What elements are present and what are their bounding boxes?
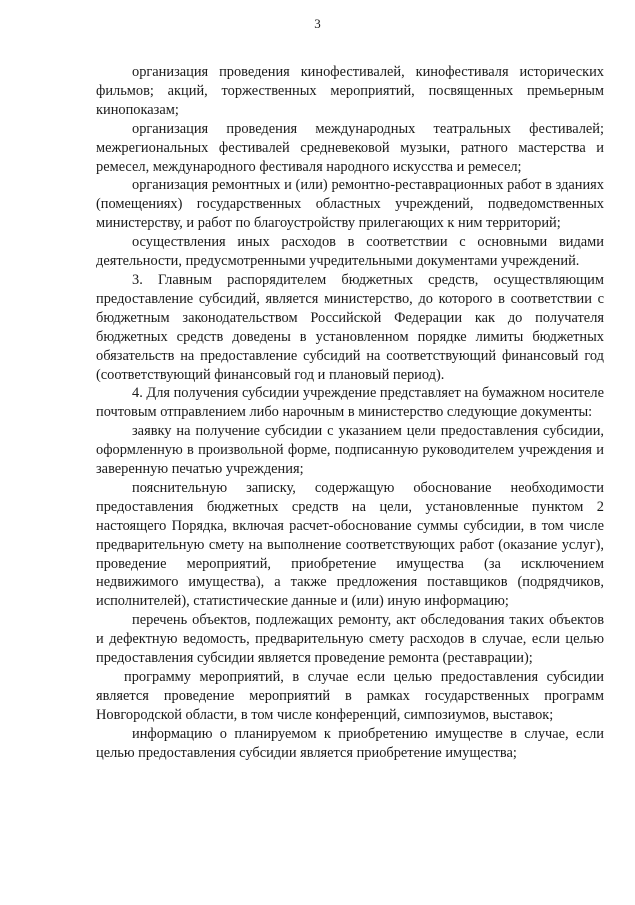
paragraph-application: заявку на получение субсидии с указанием цели предоставления субсидии, оформленную в произвольной форме, подписанную руководителем учреждения и заверенную печатью учреждения; (96, 423, 604, 478)
paragraph-repair-works: организация ремонтных и (или) ремонтно-реставрационных работ в зданиях (помещениях) государственных областных учреждений, подведомственных министерству, и работ по благоустройству прилегающих к ним территорий; (96, 177, 604, 232)
paragraph-theatre-festivals: организация проведения международных театральных фестивалей; межрегиональных фестивалей средневековой музыки, ратного мастерства и ремесел, международного фестиваля народного искусства и ремесел; (96, 120, 604, 175)
document-body (96, 63, 604, 763)
paragraph-repair-objects-list: перечень объектов, подлежащих ремонту, акт обследования таких объектов и дефектную ведомость, предварительную смету расходов в случае, если целью предоставления субсидии является проведение ремонта (реставрации); (96, 612, 604, 667)
paragraph-property-info: информацию о планируемом к приобретению имуществе в случае, если целью предоставления субсидии является приобретение имущества; (96, 725, 604, 761)
paragraph-section-4: 4. Для получения субсидии учреждение представляет на бумажном носителе почтовым отправлением либо нарочным в министерство следующие документы: (96, 385, 604, 421)
paragraph-film-festivals: организация проведения кинофестивалей, кинофестиваля исторических фильмов; акций, торжественных мероприятий, посвященных премьерным кинопоказам; (96, 64, 604, 118)
paragraph-event-program: программу мероприятий, в случае если целью предоставления субсидии является проведение мероприятий в рамках государственных программ Новгородской области, в том числе конференций, симпозиумов, выставок; (96, 669, 604, 723)
page-number: 3 (314, 16, 321, 31)
paragraph-explanatory-note: пояснительную записку, содержащую обоснование необходимости предоставления бюджетных средств на цели, установленные пунктом 2 настоящего Порядка, включая расчет-обоснование суммы субсидии, в том числе предварительную смету на выполнение соответствующих работ (оказание услуг), проведение мероприятий, приобретение имущества (за исключением недвижимого имущества), а также предложения поставщиков (подрядчиков, исполнителей), статистические данные и (или) иную информацию; (96, 479, 604, 610)
paragraph-section-3: 3. Главным распорядителем бюджетных средств, осуществляющим предоставление субсидий, является министерство, до которого в соответствии с бюджетным законодательством Российской Федерации как до получателя бюджетных средств доведены в установленном порядке лимиты бюджетных обязательств на предоставление субсидий на соответствующий финансовый год (соответствующий финансовый год и плановый период). (96, 271, 604, 383)
paragraph-other-expenses: осуществления иных расходов в соответствии с основными видами деятельности, предусмотренными учредительными документами учреждений. (96, 234, 604, 270)
